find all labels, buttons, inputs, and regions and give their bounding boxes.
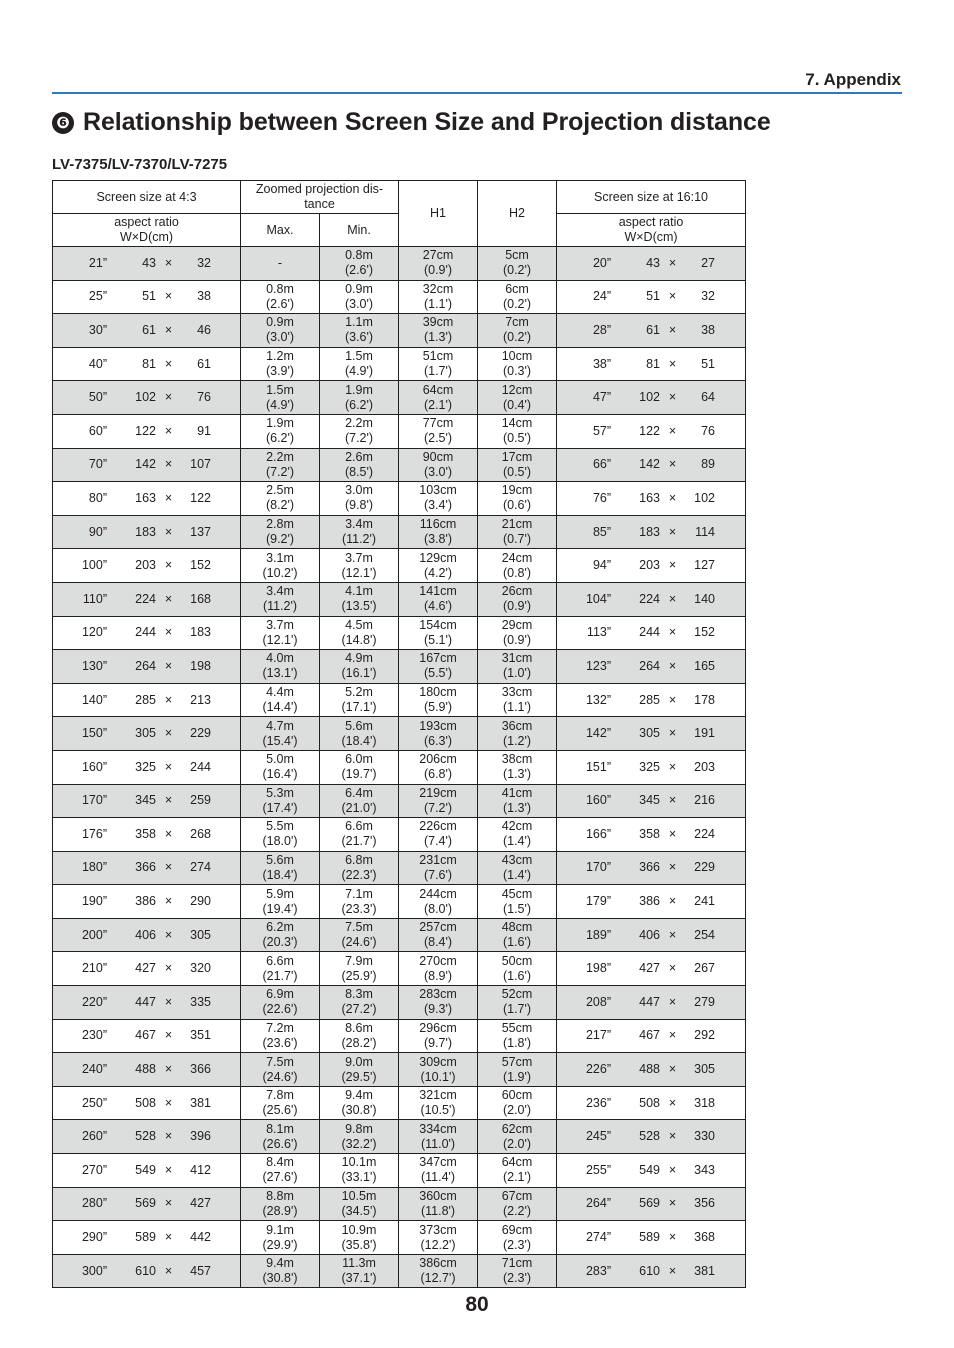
table-row <box>53 616 746 650</box>
cell-h2: 24cm (0.8') <box>478 549 557 583</box>
cell-h1: 244cm (8.0') <box>399 885 478 919</box>
cell-max: 2.2m (7.2') <box>241 448 320 482</box>
cell-h2: 67cm (2.2') <box>478 1187 557 1221</box>
cell-screen-16-10: 166” 358 × 224 <box>557 818 746 852</box>
section-label: 7. Appendix <box>805 70 901 89</box>
cell-max: 6.6m (21.7') <box>241 952 320 986</box>
cell-min: 11.3m (37.1') <box>320 1254 399 1288</box>
table-row <box>53 1154 746 1188</box>
cell-h1: 193cm (6.3') <box>399 717 478 751</box>
cell-h1: 51cm (1.7') <box>399 347 478 381</box>
cell-min: 8.6m (28.2') <box>320 1019 399 1053</box>
cell-min: 3.0m (9.8') <box>320 482 399 516</box>
cell-max: 5.0m (16.4') <box>241 750 320 784</box>
cell-screen-4-3: 80” 163 × 122 <box>53 482 241 516</box>
table-row <box>53 1086 746 1120</box>
cell-h2: 45cm (1.5') <box>478 885 557 919</box>
cell-h1: 103cm (3.4') <box>399 482 478 516</box>
projection-table <box>52 180 746 1288</box>
cell-screen-4-3: 230” 467 × 351 <box>53 1019 241 1053</box>
cell-screen-16-10: 94” 203 × 127 <box>557 549 746 583</box>
cell-screen-16-10: 274” 589 × 368 <box>557 1221 746 1255</box>
cell-max: 3.4m (11.2') <box>241 582 320 616</box>
cell-min: 9.4m (30.8') <box>320 1086 399 1120</box>
table-row <box>53 1187 746 1221</box>
cell-max: 6.9m (22.6') <box>241 986 320 1020</box>
cell-screen-4-3: 270” 549 × 412 <box>53 1154 241 1188</box>
cell-min: 6.4m (21.0') <box>320 784 399 818</box>
cell-max: 8.4m (27.6') <box>241 1154 320 1188</box>
table-row <box>53 885 746 919</box>
cell-min: 0.9m (3.0') <box>320 280 399 314</box>
cell-h1: 347cm (11.4') <box>399 1154 478 1188</box>
cell-max: 3.1m (10.2') <box>241 549 320 583</box>
cell-screen-16-10: 66” 142 × 89 <box>557 448 746 482</box>
cell-min: 1.1m (3.6') <box>320 314 399 348</box>
cell-screen-4-3: 140” 285 × 213 <box>53 683 241 717</box>
cell-screen-4-3: 260” 528 × 396 <box>53 1120 241 1154</box>
cell-min: 7.9m (25.9') <box>320 952 399 986</box>
cell-screen-16-10: 20” 43 × 27 <box>557 247 746 281</box>
cell-screen-16-10: 28” 61 × 38 <box>557 314 746 348</box>
cell-screen-4-3: 120” 244 × 183 <box>53 616 241 650</box>
cell-h1: 283cm (9.3') <box>399 986 478 1020</box>
cell-screen-16-10: 198” 427 × 267 <box>557 952 746 986</box>
cell-h1: 226cm (7.4') <box>399 818 478 852</box>
table-row <box>53 247 746 281</box>
cell-min: 7.1m (23.3') <box>320 885 399 919</box>
cell-min: 0.8m (2.6') <box>320 247 399 281</box>
cell-h1: 360cm (11.8') <box>399 1187 478 1221</box>
cell-max: 8.8m (28.9') <box>241 1187 320 1221</box>
table-row <box>53 482 746 516</box>
cell-max: 6.2m (20.3') <box>241 918 320 952</box>
cell-h2: 31cm (1.0') <box>478 650 557 684</box>
cell-screen-16-10: 57” 122 × 76 <box>557 414 746 448</box>
cell-h1: 296cm (9.7') <box>399 1019 478 1053</box>
cell-screen-16-10: 47” 102 × 64 <box>557 381 746 415</box>
cell-screen-16-10: 142” 305 × 191 <box>557 717 746 751</box>
cell-h2: 43cm (1.4') <box>478 851 557 885</box>
cell-screen-4-3: 60” 122 × 91 <box>53 414 241 448</box>
cell-h1: 64cm (2.1') <box>399 381 478 415</box>
cell-h2: 5cm (0.2') <box>478 247 557 281</box>
cell-min: 10.9m (35.8') <box>320 1221 399 1255</box>
cell-h1: 309cm (10.1') <box>399 1053 478 1087</box>
cell-h2: 38cm (1.3') <box>478 750 557 784</box>
cell-max: 1.2m (3.9') <box>241 347 320 381</box>
cell-min: 4.5m (14.8') <box>320 616 399 650</box>
page-title <box>52 108 771 137</box>
cell-screen-4-3: 220” 447 × 335 <box>53 986 241 1020</box>
table-row <box>53 549 746 583</box>
cell-max: 2.5m (8.2') <box>241 482 320 516</box>
number-six-icon: ❻ <box>52 112 74 134</box>
cell-screen-4-3: 180” 366 × 274 <box>53 851 241 885</box>
table-row <box>53 717 746 751</box>
cell-h1: 129cm (4.2') <box>399 549 478 583</box>
header-h2: H2 <box>478 181 557 247</box>
cell-screen-16-10: 160” 345 × 216 <box>557 784 746 818</box>
cell-min: 2.2m (7.2') <box>320 414 399 448</box>
cell-screen-16-10: 208” 447 × 279 <box>557 986 746 1020</box>
cell-max: 4.4m (14.4') <box>241 683 320 717</box>
cell-max: 5.3m (17.4') <box>241 784 320 818</box>
cell-max: 4.0m (13.1') <box>241 650 320 684</box>
cell-screen-16-10: 255” 549 × 343 <box>557 1154 746 1188</box>
cell-screen-4-3: 25” 51 × 38 <box>53 280 241 314</box>
cell-h2: 41cm (1.3') <box>478 784 557 818</box>
cell-screen-16-10: 151” 325 × 203 <box>557 750 746 784</box>
cell-screen-16-10: 24” 51 × 32 <box>557 280 746 314</box>
cell-max: 0.9m (3.0') <box>241 314 320 348</box>
cell-h1: 231cm (7.6') <box>399 851 478 885</box>
cell-h2: 36cm (1.2') <box>478 717 557 751</box>
cell-h2: 71cm (2.3') <box>478 1254 557 1288</box>
cell-screen-16-10: 179” 386 × 241 <box>557 885 746 919</box>
cell-h1: 90cm (3.0') <box>399 448 478 482</box>
cell-max: - <box>241 247 320 281</box>
table-row <box>53 750 746 784</box>
cell-h2: 69cm (2.3') <box>478 1221 557 1255</box>
cell-max: 2.8m (9.2') <box>241 515 320 549</box>
table-row <box>53 918 746 952</box>
cell-h2: 7cm (0.2') <box>478 314 557 348</box>
cell-max: 7.2m (23.6') <box>241 1019 320 1053</box>
cell-screen-4-3: 40” 81 × 61 <box>53 347 241 381</box>
table-row <box>53 347 746 381</box>
cell-min: 6.0m (19.7') <box>320 750 399 784</box>
cell-h2: 52cm (1.7') <box>478 986 557 1020</box>
cell-min: 1.5m (4.9') <box>320 347 399 381</box>
cell-screen-16-10: 264” 569 × 356 <box>557 1187 746 1221</box>
cell-h2: 60cm (2.0') <box>478 1086 557 1120</box>
cell-max: 4.7m (15.4') <box>241 717 320 751</box>
cell-min: 10.5m (34.5') <box>320 1187 399 1221</box>
table-row <box>53 1019 746 1053</box>
cell-h1: 257cm (8.4') <box>399 918 478 952</box>
header-screen-4-3: Screen size at 4:3 <box>53 181 241 214</box>
cell-max: 5.6m (18.4') <box>241 851 320 885</box>
cell-h2: 48cm (1.6') <box>478 918 557 952</box>
title-text: Relationship between Screen Size and Projection distance <box>83 108 771 136</box>
table-row <box>53 952 746 986</box>
cell-h1: 27cm (0.9') <box>399 247 478 281</box>
cell-screen-4-3: 160” 325 × 244 <box>53 750 241 784</box>
table-row <box>53 1221 746 1255</box>
cell-h2: 55cm (1.8') <box>478 1019 557 1053</box>
cell-h2: 29cm (0.9') <box>478 616 557 650</box>
cell-h1: 180cm (5.9') <box>399 683 478 717</box>
cell-h2: 12cm (0.4') <box>478 381 557 415</box>
table-row <box>53 280 746 314</box>
cell-min: 9.8m (32.2') <box>320 1120 399 1154</box>
table-row <box>53 851 746 885</box>
cell-max: 1.9m (6.2') <box>241 414 320 448</box>
page-number: 80 <box>465 1293 489 1316</box>
cell-screen-4-3: 176” 358 × 268 <box>53 818 241 852</box>
cell-max: 5.5m (18.0') <box>241 818 320 852</box>
cell-min: 4.1m (13.5') <box>320 582 399 616</box>
cell-screen-16-10: 170” 366 × 229 <box>557 851 746 885</box>
cell-h1: 32cm (1.1') <box>399 280 478 314</box>
cell-screen-16-10: 38” 81 × 51 <box>557 347 746 381</box>
cell-h1: 270cm (8.9') <box>399 952 478 986</box>
cell-h1: 154cm (5.1') <box>399 616 478 650</box>
cell-screen-16-10: 217” 467 × 292 <box>557 1019 746 1053</box>
cell-h2: 10cm (0.3') <box>478 347 557 381</box>
table-row <box>53 381 746 415</box>
table-row <box>53 1053 746 1087</box>
cell-h2: 50cm (1.6') <box>478 952 557 986</box>
cell-screen-4-3: 200” 406 × 305 <box>53 918 241 952</box>
header-min: Min. <box>320 214 399 247</box>
cell-h2: 33cm (1.1') <box>478 683 557 717</box>
cell-screen-16-10: 85” 183 × 114 <box>557 515 746 549</box>
cell-screen-4-3: 70” 142 × 107 <box>53 448 241 482</box>
cell-screen-4-3: 100” 203 × 152 <box>53 549 241 583</box>
cell-min: 4.9m (16.1') <box>320 650 399 684</box>
cell-screen-4-3: 150” 305 × 229 <box>53 717 241 751</box>
cell-screen-4-3: 190” 386 × 290 <box>53 885 241 919</box>
cell-max: 9.4m (30.8') <box>241 1254 320 1288</box>
table-row <box>53 784 746 818</box>
cell-h1: 39cm (1.3') <box>399 314 478 348</box>
cell-screen-16-10: 113” 244 × 152 <box>557 616 746 650</box>
table-row <box>53 818 746 852</box>
header-max: Max. <box>241 214 320 247</box>
cell-min: 10.1m (33.1') <box>320 1154 399 1188</box>
table-row <box>53 314 746 348</box>
table-row <box>53 986 746 1020</box>
cell-screen-16-10: 104” 224 × 140 <box>557 582 746 616</box>
table-row <box>53 448 746 482</box>
cell-screen-4-3: 210” 427 × 320 <box>53 952 241 986</box>
cell-h2: 64cm (2.1') <box>478 1154 557 1188</box>
cell-screen-4-3: 110” 224 × 168 <box>53 582 241 616</box>
cell-screen-16-10: 132” 285 × 178 <box>557 683 746 717</box>
cell-screen-16-10: 189” 406 × 254 <box>557 918 746 952</box>
cell-max: 1.5m (4.9') <box>241 381 320 415</box>
cell-min: 3.4m (11.2') <box>320 515 399 549</box>
cell-min: 2.6m (8.5') <box>320 448 399 482</box>
cell-screen-4-3: 240” 488 × 366 <box>53 1053 241 1087</box>
cell-screen-16-10: 245” 528 × 330 <box>557 1120 746 1154</box>
cell-min: 8.3m (27.2') <box>320 986 399 1020</box>
cell-h2: 6cm (0.2') <box>478 280 557 314</box>
cell-max: 5.9m (19.4') <box>241 885 320 919</box>
cell-h2: 62cm (2.0') <box>478 1120 557 1154</box>
cell-h2: 57cm (1.9') <box>478 1053 557 1087</box>
cell-h1: 219cm (7.2') <box>399 784 478 818</box>
cell-max: 7.8m (25.6') <box>241 1086 320 1120</box>
header-aspect-right: aspect ratio W×D(cm) <box>557 214 746 247</box>
table-row <box>53 1254 746 1288</box>
cell-min: 5.2m (17.1') <box>320 683 399 717</box>
cell-max: 9.1m (29.9') <box>241 1221 320 1255</box>
cell-max: 7.5m (24.6') <box>241 1053 320 1087</box>
cell-h1: 321cm (10.5') <box>399 1086 478 1120</box>
table-row <box>53 515 746 549</box>
cell-h1: 386cm (12.7') <box>399 1254 478 1288</box>
header-h1: H1 <box>399 181 478 247</box>
cell-screen-16-10: 123” 264 × 165 <box>557 650 746 684</box>
cell-min: 6.8m (22.3') <box>320 851 399 885</box>
cell-screen-16-10: 76” 163 × 102 <box>557 482 746 516</box>
cell-screen-4-3: 280” 569 × 427 <box>53 1187 241 1221</box>
header-aspect-left: aspect ratio W×D(cm) <box>53 214 241 247</box>
cell-min: 9.0m (29.5') <box>320 1053 399 1087</box>
cell-min: 7.5m (24.6') <box>320 918 399 952</box>
cell-h2: 17cm (0.5') <box>478 448 557 482</box>
cell-screen-16-10: 283” 610 × 381 <box>557 1254 746 1288</box>
header-screen-16-10: Screen size at 16:10 <box>557 181 746 214</box>
model-heading: LV-7375/LV-7370/LV-7275 <box>52 156 228 173</box>
cell-h1: 116cm (3.8') <box>399 515 478 549</box>
cell-h2: 26cm (0.9') <box>478 582 557 616</box>
cell-screen-4-3: 90” 183 × 137 <box>53 515 241 549</box>
cell-screen-4-3: 170” 345 × 259 <box>53 784 241 818</box>
table-row <box>53 650 746 684</box>
cell-screen-4-3: 130” 264 × 198 <box>53 650 241 684</box>
cell-min: 6.6m (21.7') <box>320 818 399 852</box>
cell-screen-4-3: 250” 508 × 381 <box>53 1086 241 1120</box>
cell-screen-4-3: 290” 589 × 442 <box>53 1221 241 1255</box>
cell-screen-16-10: 236” 508 × 318 <box>557 1086 746 1120</box>
header-zoomed: Zoomed projection dis-tance <box>241 181 399 214</box>
table-row <box>53 683 746 717</box>
cell-max: 3.7m (12.1') <box>241 616 320 650</box>
cell-screen-16-10: 226” 488 × 305 <box>557 1053 746 1087</box>
cell-min: 1.9m (6.2') <box>320 381 399 415</box>
cell-screen-4-3: 30” 61 × 46 <box>53 314 241 348</box>
cell-h1: 206cm (6.8') <box>399 750 478 784</box>
cell-h2: 14cm (0.5') <box>478 414 557 448</box>
cell-min: 3.7m (12.1') <box>320 549 399 583</box>
cell-h1: 77cm (2.5') <box>399 414 478 448</box>
cell-h2: 42cm (1.4') <box>478 818 557 852</box>
cell-h1: 141cm (4.6') <box>399 582 478 616</box>
cell-screen-4-3: 50” 102 × 76 <box>53 381 241 415</box>
cell-max: 0.8m (2.6') <box>241 280 320 314</box>
cell-h1: 334cm (11.0') <box>399 1120 478 1154</box>
cell-max: 8.1m (26.6') <box>241 1120 320 1154</box>
table-row <box>53 582 746 616</box>
cell-h1: 373cm (12.2') <box>399 1221 478 1255</box>
cell-screen-4-3: 21” 43 × 32 <box>53 247 241 281</box>
cell-h1: 167cm (5.5') <box>399 650 478 684</box>
cell-h2: 19cm (0.6') <box>478 482 557 516</box>
cell-screen-4-3: 300” 610 × 457 <box>53 1254 241 1288</box>
cell-min: 5.6m (18.4') <box>320 717 399 751</box>
header-rule <box>52 92 902 94</box>
table-row <box>53 414 746 448</box>
cell-h2: 21cm (0.7') <box>478 515 557 549</box>
table-row <box>53 1120 746 1154</box>
